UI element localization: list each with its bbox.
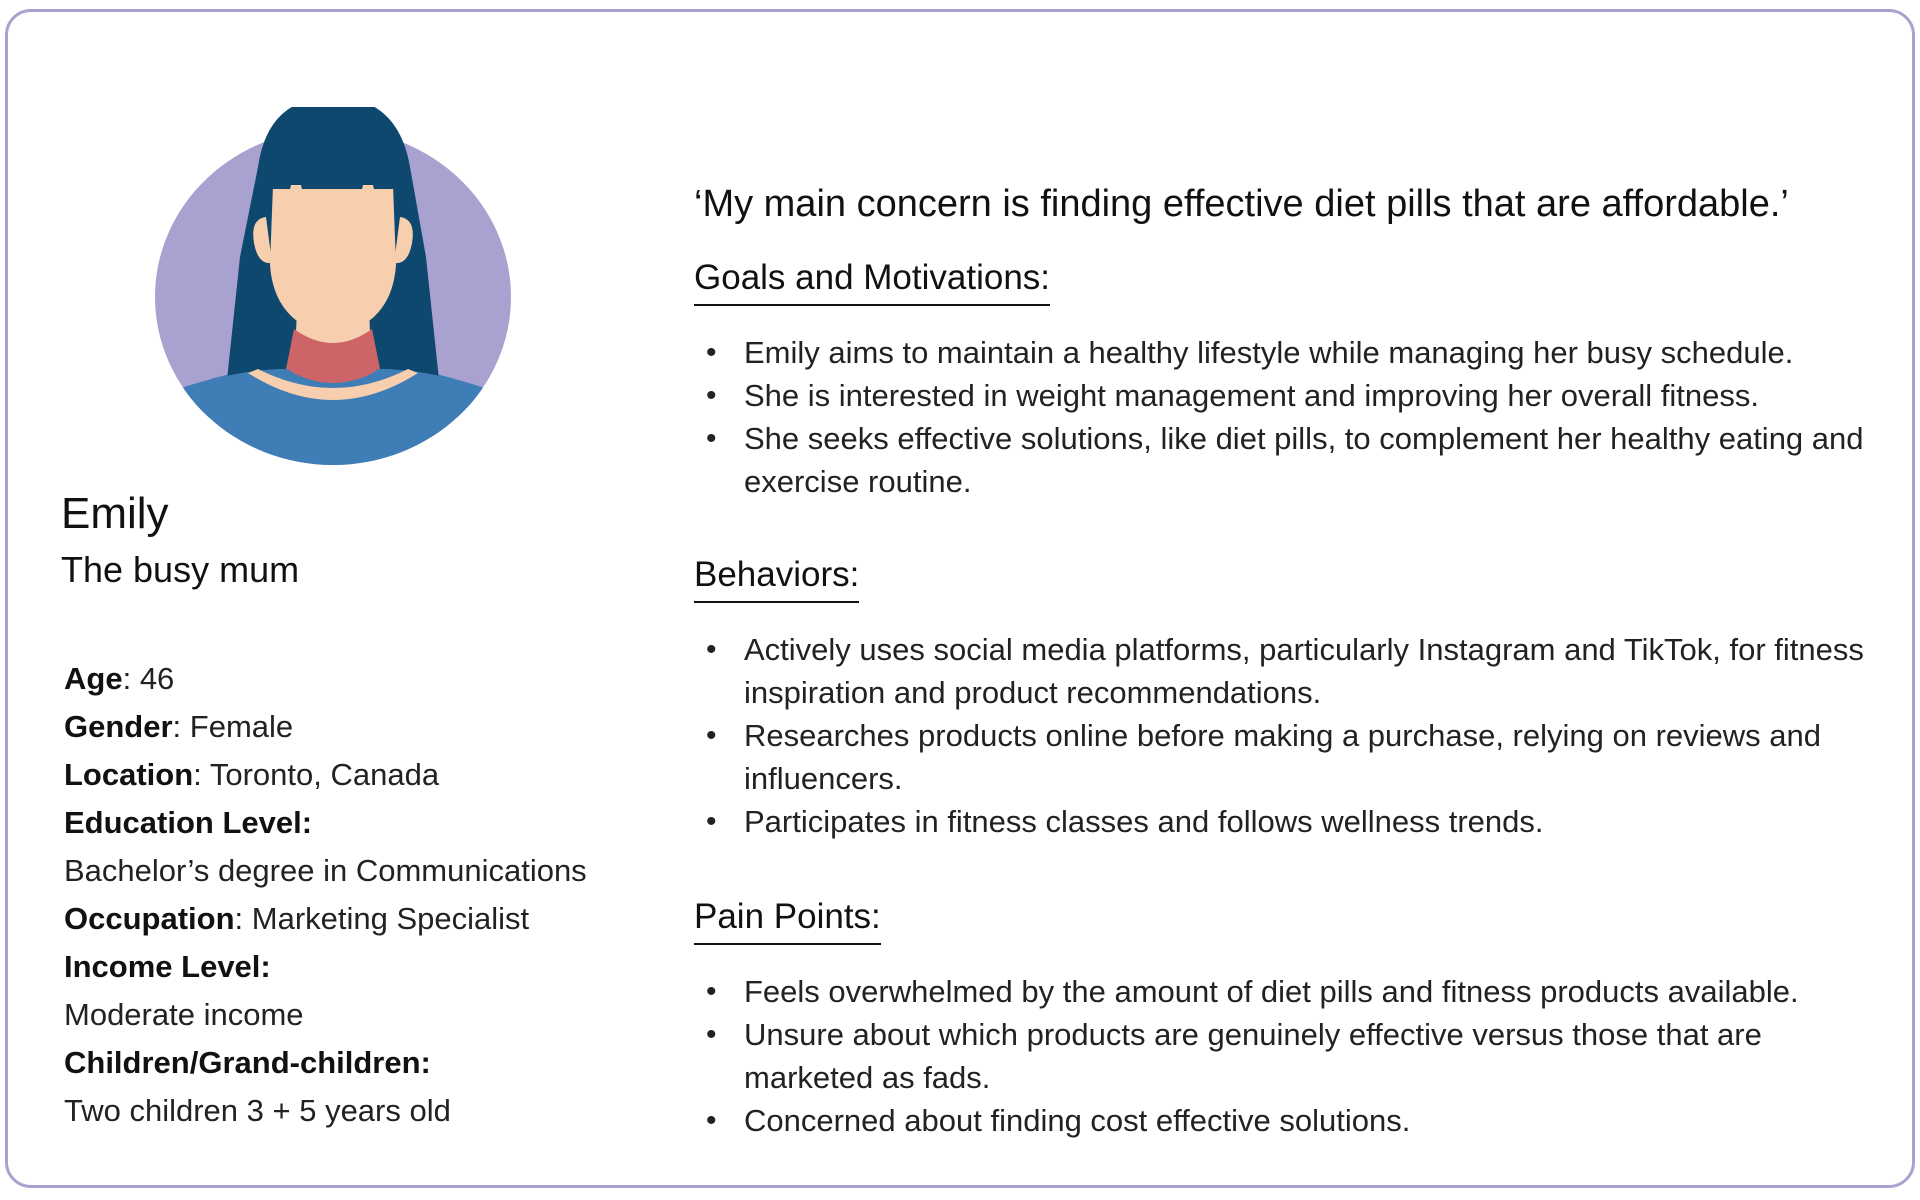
persona-content-panel (688, 12, 1888, 1185)
detail-value: Moderate income (64, 997, 304, 1032)
detail-value: Toronto, Canada (209, 757, 440, 792)
list-item: • Feels overwhelmed by the amount of diet pills and fitness products available. (698, 970, 1878, 1013)
detail-label: Occupation (64, 901, 235, 936)
list-item: • She seeks effective solutions, like diet pills, to complement her healthy eating and exercise routine. (698, 417, 1878, 503)
detail-location (64, 751, 664, 799)
detail-separator: : (172, 709, 190, 744)
detail-value: Female (189, 709, 294, 744)
detail-age (64, 655, 664, 703)
detail-value: 46 (139, 661, 175, 696)
pain-points-list (698, 970, 1878, 1142)
detail-label: Age (64, 661, 123, 696)
detail-children-value (64, 1087, 664, 1135)
persona-details (64, 655, 664, 1135)
detail-education-value (64, 847, 664, 895)
detail-separator: : (122, 661, 140, 696)
list-item: • Unsure about which products are genuinely effective versus those that are marketed as fads. (698, 1013, 1878, 1099)
detail-value: Marketing Specialist (251, 901, 530, 936)
list-item: • Researches products online before making a purchase, relying on reviews and influencers. (698, 714, 1878, 800)
behaviors-heading: Behaviors: (694, 553, 859, 603)
female-avatar-icon (148, 107, 518, 467)
persona-profile-panel (8, 12, 658, 1185)
list-item: • Participates in fitness classes and follows wellness trends. (698, 800, 1878, 843)
pain-points-heading: Pain Points: (694, 895, 881, 945)
detail-separator: : (193, 757, 210, 792)
detail-income-value (64, 991, 664, 1039)
persona-card (5, 9, 1915, 1188)
detail-value: Two children 3 + 5 years old (64, 1093, 451, 1128)
list-item: • Actively uses social media platforms, particularly Instagram and TikTok, for fitness inspiration and product recommendations. (698, 628, 1878, 714)
detail-label: Children/Grand-children: (64, 1045, 431, 1080)
detail-value: Bachelor’s degree in Communications (64, 853, 587, 888)
detail-label: Gender (64, 709, 173, 744)
list-item: • Emily aims to maintain a healthy lifestyle while managing her busy schedule. (698, 331, 1878, 374)
goals-list (698, 331, 1878, 503)
detail-income-label (64, 943, 664, 991)
detail-education-label (64, 799, 664, 847)
detail-separator: : (234, 901, 252, 936)
goals-heading: Goals and Motivations: (694, 256, 1050, 306)
detail-children-label (64, 1039, 664, 1087)
list-item: • Concerned about finding cost effective solutions. (698, 1099, 1878, 1142)
detail-label: Location (64, 757, 194, 792)
persona-role: The busy mum (61, 549, 300, 590)
detail-gender (64, 703, 664, 751)
behaviors-list (698, 628, 1878, 843)
detail-label: Education Level: (64, 805, 313, 840)
persona-quote: ‘My main concern is finding effective diet pills that are affordable.’ (694, 183, 1789, 225)
persona-name: Emily (61, 489, 169, 538)
detail-occupation (64, 895, 664, 943)
list-item: • She is interested in weight management and improving her overall fitness. (698, 374, 1878, 417)
detail-label: Income Level: (64, 949, 271, 984)
